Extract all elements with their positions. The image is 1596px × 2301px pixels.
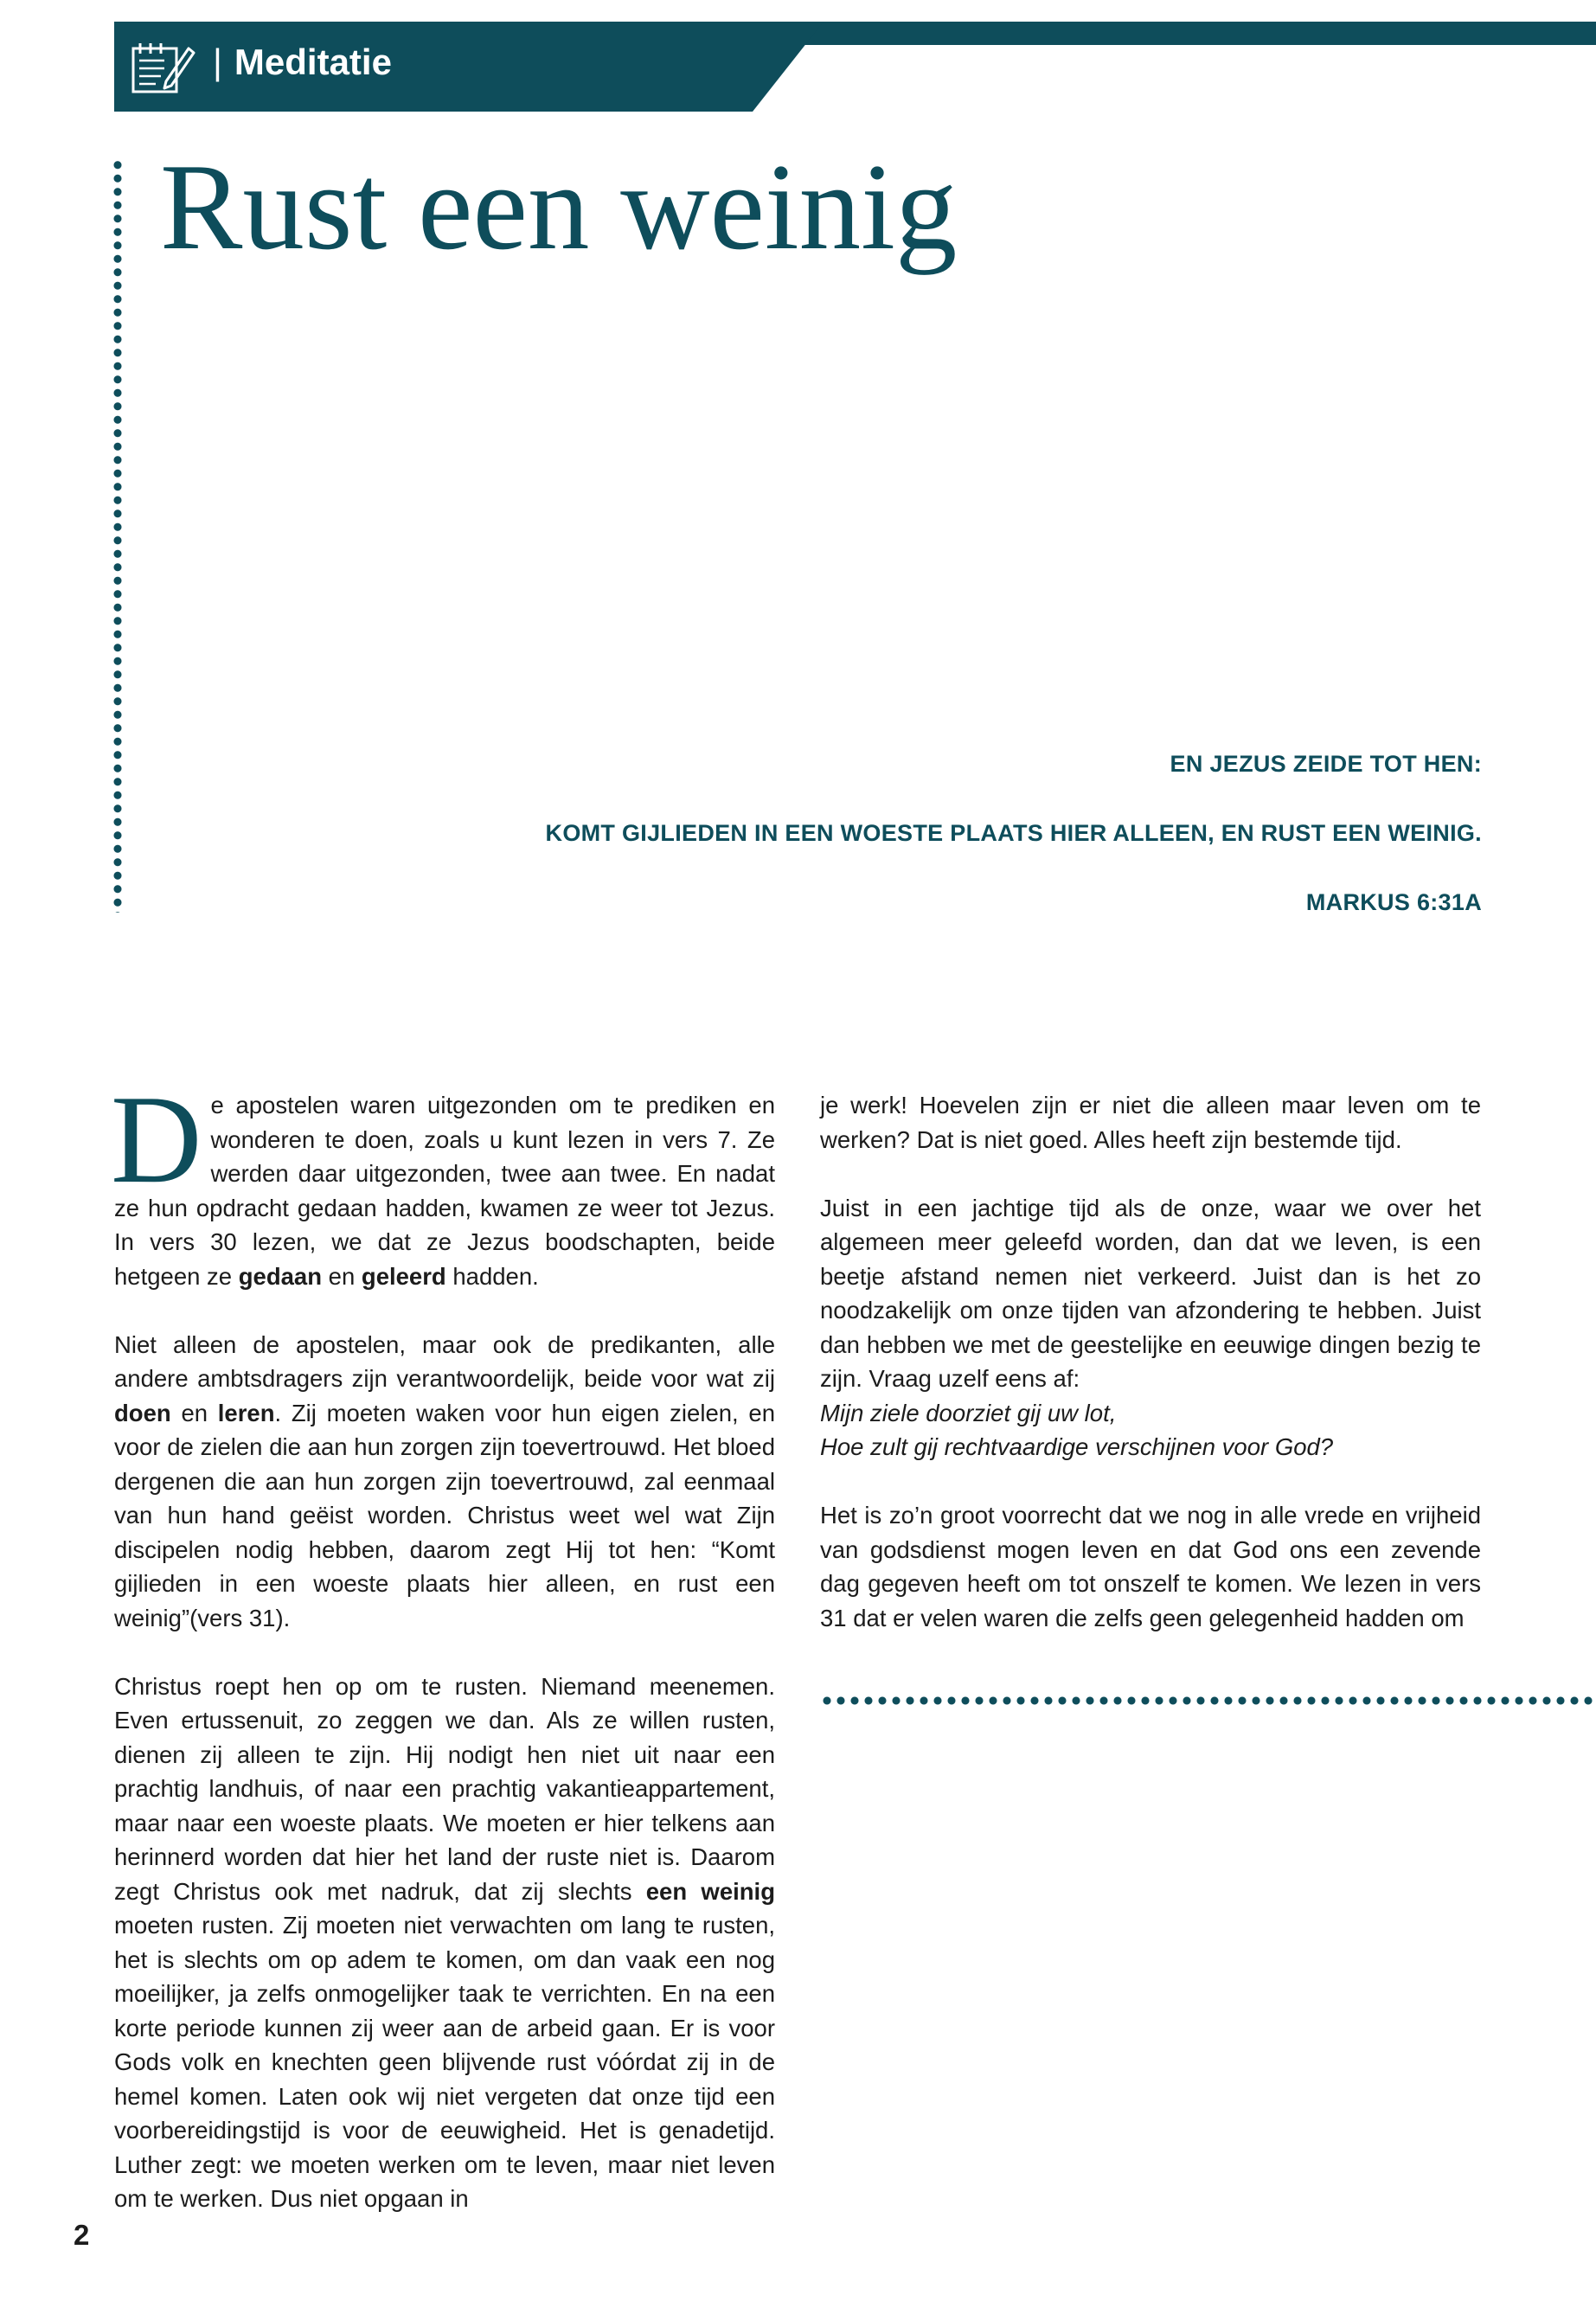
header-band-line [779, 22, 1596, 45]
paragraph-text: Niet alleen de apostelen, maar ook de predikanten, alle andere ambtsdragers zijn verantwoordelijk, beide voor wat zij [114, 1330, 775, 1392]
emphasis-text: leren [217, 1399, 275, 1426]
paragraph-text: Juist in een jachtige tijd als de onze, waar we over het algemeen meer geleefd worden, dan dat we leven, is een beetje afstand nemen niet verkeerd. Juist dan is het zo noodzakelijk om onze tijden van afzondering te hebben. Juist dan hebben we met de geestelijke en eeuwige dingen bezig te zijn. Vraag uzelf eens af: [820, 1194, 1481, 1392]
section-label-text: Meditatie [234, 42, 392, 82]
emphasis-text: een weinig [645, 1877, 775, 1905]
drop-cap: D [111, 1069, 202, 1209]
paragraph-text: en [328, 1262, 356, 1290]
paragraph-text: moeten rusten. Zij moeten niet verwachten om lang te rusten, het is slechts om op adem te komen, om dan vaak een nog moeilijker, ja zelfs onmogelijker taak te verrichten. En na een korte periode kunnen zij weer aan de arbeid gaan. Er is voor Gods volk en knechten geen blijvende rust vóórdat zij in de hemel komen. Laten ook wij niet vergeten dat onze tijd een voorbereidingstijd is voor de eeuwigheid. Het is genadetijd. Luther zegt: we moeten werken om te leven, maar niet leven om te werken. Dus niet opgaan in [114, 1912, 775, 2212]
dotted-horizontal-rule [820, 1695, 1596, 1706]
article-column-left [111, 1069, 775, 2216]
emphasis-text: doen [114, 1399, 171, 1426]
dotted-vertical-rule [112, 158, 123, 913]
verse-line-2: KOMT GIJLIEDEN IN EEN WOESTE PLAATS HIER ALLEEN, EN RUST EEN WEINIG. [545, 820, 1482, 846]
notepad-pen-icon [130, 36, 195, 97]
paragraph-5 [820, 1191, 1481, 1465]
page-number: 2 [74, 2219, 90, 2251]
emphasis-text: geleerd [361, 1262, 446, 1290]
paragraph-text: e apostelen waren uitgezonden om te prediken en wonderen te doen, zoals u kunt lezen in vers 7. Ze werden daar uitgezonden, twee aan twee. En nadat ze hun opdracht gedaan hadden, kwamen ze weer tot Jezus. In vers 30 lezen, we dat ze Jezus boodschapten, beide hetgeen ze [114, 1092, 775, 1290]
paragraph-3 [114, 1670, 775, 2216]
article-column-right [820, 1088, 1481, 1635]
paragraph-text: en [181, 1399, 208, 1426]
paragraph-text: Christus roept hen op om te rusten. Niemand meenemen. Even ertussenuit, zo zeggen we dan. Als ze willen rusten, dienen zij alleen te zijn. Hij nodigt hen niet uit naar een prachtig landhuis, of naar een prachtig vakantieappartement, maar naar een woeste plaats. We moeten er hier telkens aan herinnerd worden dat hier het land der ruste niet is. Daarom zegt Christus ook met nadruk, dat zij slechts [114, 1672, 775, 1905]
paragraph-text: . Zij moeten waken voor hun eigen zielen, en voor de zielen die aan hun zorgen zijn toevertrouwd. Het bloed dergenen die aan hun zorgen zijn toevertrouwd, zal eenmaal van hun hand geëist worden. Christus weet wel wat Zijn discipelen nodig hebben, daarom zegt Hij tot hen: “Komt gijlieden in een woeste plaats hier alleen, en rust een weinig”(vers 31). [114, 1399, 775, 1631]
quote-line-1: Mijn ziele doorziet gij uw lot, [820, 1399, 1117, 1426]
paragraph-4: je werk! Hoevelen zijn er niet die alleen maar leven om te werken? Dat is niet goed. Alles heeft zijn bestemde tijd. [820, 1092, 1481, 1153]
quote-line-2: Hoe zult gij rechtvaardige verschijnen voor God? [820, 1433, 1334, 1460]
header-separator: | [213, 42, 222, 82]
verse-reference: MARKUS 6:31A [1305, 889, 1482, 915]
emphasis-text: gedaan [238, 1262, 323, 1290]
paragraph-1 [111, 1069, 775, 1293]
paragraph-2 [114, 1328, 775, 1636]
article-title: Rust een weinig [160, 138, 958, 275]
section-label [213, 42, 392, 83]
paragraph-6: Het is zo’n groot voorrecht dat we nog in alle vrede en vrijheid van godsdienst mogen leven en dat God ons een zevende dag gegeven heeft om tot onszelf te komen. We lezen in vers 31 dat er velen waren die zelfs geen gelegenheid hadden om [820, 1502, 1481, 1631]
verse-line-1: EN JEZUS ZEIDE TOT HEN: [1170, 751, 1482, 777]
paragraph-text: hadden. [452, 1262, 539, 1290]
